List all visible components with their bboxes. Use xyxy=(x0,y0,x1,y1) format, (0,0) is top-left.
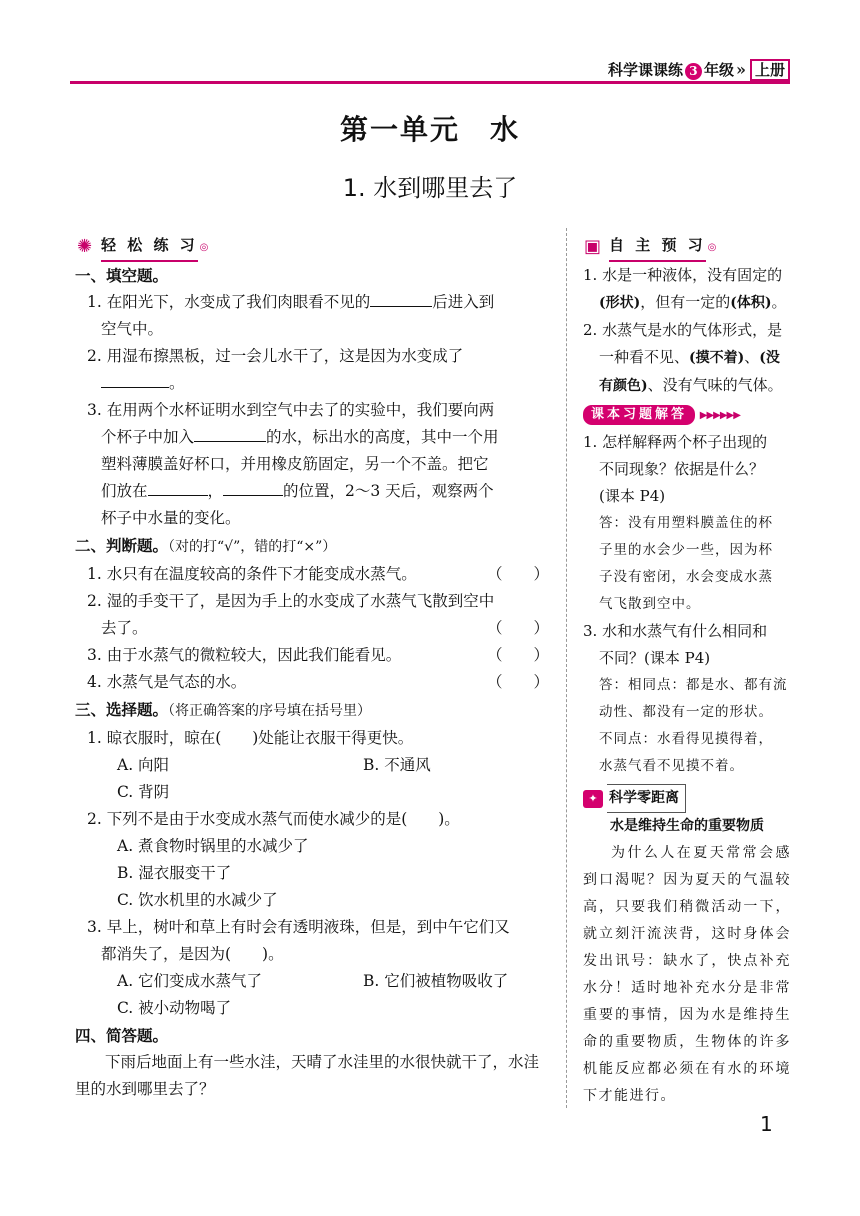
gift-box-icon: ✦ xyxy=(583,790,603,808)
short-question: 下雨后地面上有一些水洼，天晴了水洼里的水很快就干了，水洼里的水到哪里去了？ xyxy=(75,1053,540,1098)
answer-blank[interactable] xyxy=(148,481,208,496)
double-chevron-icon: » xyxy=(735,60,746,79)
grade-badge: 3 xyxy=(685,63,702,80)
option[interactable]: A. 煮食物时锅里的水减少了 xyxy=(117,837,309,855)
book-volume: 上册 xyxy=(750,59,790,81)
lesson-title: 1. 水到哪里去了 xyxy=(342,174,518,202)
option[interactable]: B. 不通风 xyxy=(363,756,431,774)
choice-q1: 1. 晾衣服时，晾在( )处能让衣服干得更快。 xyxy=(87,729,414,747)
short-title: 四、简答题。 xyxy=(75,1026,169,1045)
judge-title: 二、判断题。（对的打“√”，错的打“×”） xyxy=(75,536,337,555)
practice-heading-label: 轻 松 练 习 xyxy=(101,232,198,262)
textbook-a3: 答：相同点：都是水、都有流 动性、都没有一定的形状。 不同点：水看得见摸得着， 水蒸气看不见摸不着。 xyxy=(599,677,788,774)
page-header xyxy=(70,60,790,85)
fill-q1: 1. 在阳光下，水变成了我们肉眼看不见的 后进入到 空气中。 xyxy=(87,293,495,338)
fill-title: 一、填空题。 xyxy=(75,266,169,285)
choice-q3: 3. 早上，树叶和草上有时会有透明液珠，但是，到中午它们又 都消失了，是因为( )。 xyxy=(87,918,510,963)
judge-q1: 1. 水只有在温度较高的条件下才能变成水蒸气。 （ ） xyxy=(75,561,547,588)
answer-paren[interactable]: （ ） xyxy=(487,619,550,637)
judge-q4: 4. 水蒸气是气态的水。 （ ） xyxy=(75,669,547,696)
swirl-icon: ◎ xyxy=(199,241,212,253)
series-name: 科学课课练 xyxy=(607,61,683,79)
answer-paren[interactable]: （ ） xyxy=(487,646,550,664)
choice-title: 三、选择题。（将正确答案的序号填在括号里） xyxy=(75,700,372,719)
page-number: 1 xyxy=(760,1112,773,1136)
sidebar-column xyxy=(583,232,791,1110)
arrows-icon: ▶▶▶▶▶▶ xyxy=(699,410,740,421)
column-divider xyxy=(566,228,567,1108)
textbook-heading-label: 课本习题解答 xyxy=(583,405,695,425)
option[interactable]: A. 它们变成水蒸气了 xyxy=(117,972,263,990)
preview-q2: 2. 水蒸气是水的气体形式，是 一种看不见、(摸不着)、(没 有颜色)、没有气味的气体。 xyxy=(583,321,783,394)
answer-paren[interactable]: （ ） xyxy=(487,565,550,583)
textbook-q1: 1. 怎样解释两个杯子出现的 不同现象？依据是什么？ (课本 P4) xyxy=(583,433,768,505)
textbook-a1: 答：没有用塑料膜盖住的杯 子里的水会少一些，因为杯 子没有密闭，水会变成水蒸 气飞散到空中。 xyxy=(599,515,773,612)
unit-title: 第一单元 水 xyxy=(339,113,520,146)
choice-q2: 2. 下列不是由于水变成水蒸气而使水减少的是( )。 xyxy=(87,810,460,828)
answer-blank[interactable] xyxy=(194,427,266,442)
textbook-q3: 3. 水和水蒸气有什么相同和 不同？(课本 P4) xyxy=(583,622,768,667)
swirl-icon: ◎ xyxy=(707,241,720,253)
textbook-heading xyxy=(583,400,791,429)
fill-q3: 3. 在用两个水杯证明水到空气中去了的实验中，我们要向两 个杯子中加入 的水，标出水的高度，其中一个用 塑料薄膜盖好杯口，并用橡皮筋固定，另一个不盖。把它 们放在 ， 的位置，2～3 天后，观察两个 杯子中水量的变化。 xyxy=(87,401,499,527)
square-icon: ▣ xyxy=(583,236,604,257)
judge-q3: 3. 由于水蒸气的微粒较大，因此我们能看见。 （ ） xyxy=(75,642,547,669)
answer-blank[interactable] xyxy=(370,292,432,307)
sunburst-icon: ✺ xyxy=(76,236,96,257)
practice-heading xyxy=(75,232,547,262)
science-title: 水是维持生命的重要物质 xyxy=(610,818,764,834)
option[interactable]: C. 饮水机里的水减少了 xyxy=(117,891,278,909)
fill-q2: 2. 用湿布擦黑板，过一会儿水干了，这是因为水变成了 。 xyxy=(87,347,464,392)
science-heading-label: 科学零距离 xyxy=(607,784,686,813)
answer-blank[interactable] xyxy=(223,481,283,496)
option[interactable]: A. 向阳 xyxy=(117,756,170,774)
option[interactable]: B. 湿衣服变干了 xyxy=(117,864,232,882)
grade-label: 年级 xyxy=(703,61,734,79)
preview-heading xyxy=(583,232,791,262)
option[interactable]: C. 被小动物喝了 xyxy=(117,999,232,1017)
preview-q1: 1. 水是一种液体，没有固定的 (形状)，但有一定的(体积)。 xyxy=(583,266,787,311)
judge-q2: 2. 湿的手变干了，是因为手上的水变成了水蒸气飞散到空中 去了。 （ ） xyxy=(75,588,547,642)
choice-q1-options xyxy=(75,752,547,779)
answer-blank[interactable] xyxy=(101,373,169,388)
answer-paren[interactable]: （ ） xyxy=(487,673,550,691)
option[interactable]: B. 它们被植物吸收了 xyxy=(363,972,509,990)
header-series xyxy=(602,59,790,80)
header-rule xyxy=(70,81,790,84)
science-body: 为什么人在夏天常常会感到口渴呢？因为夏天的气温较高，只要我们稍微活动一下，就立刻汗流浃背，这时身体会发出讯号：缺水了，快点补充水分！适时地补充水分是非常重要的事情，因为水是维持生命的重要物质，生物体的许多机能反应都必须在有水的环境下才能进行。 xyxy=(583,845,791,1104)
option[interactable]: C. 背阴 xyxy=(117,783,170,801)
science-heading xyxy=(583,784,791,813)
preview-heading-label: 自 主 预 习 xyxy=(609,232,706,262)
practice-column xyxy=(75,232,550,1103)
